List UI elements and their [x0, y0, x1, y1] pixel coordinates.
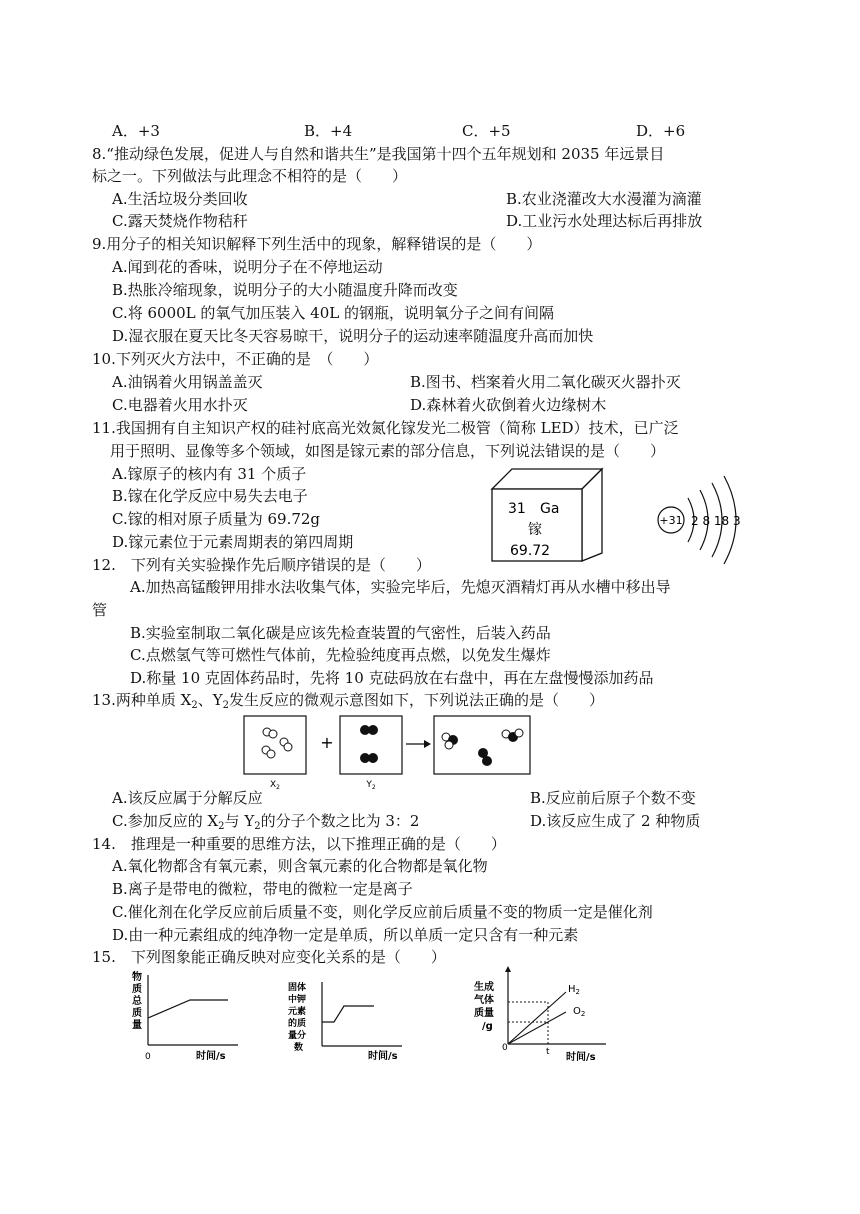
q14-stem: 14. 推理是一种重要的思维方法，以下推理正确的是（ ）	[92, 835, 506, 853]
svg-text:生成: 生成	[474, 982, 494, 993]
atom-nucleus-charge: +31	[659, 514, 683, 527]
cube-element-name: 镓	[528, 522, 542, 538]
graph1-xlabel: 时间/s	[196, 1051, 226, 1062]
graph3-h2-label: $H_2$	[568, 984, 580, 996]
q11-option-c: C.镓的相对原子质量为 69.72g	[112, 510, 321, 528]
q9-option-a: A.闻到花的香味，说明分子在不停地运动	[112, 258, 383, 276]
graph3-xlabel: 时间/s	[566, 1052, 596, 1063]
q9-option-c: C.将 6000L 的氧气加压装入 40L 的钢瓶，说明氧分子之间有间隔	[112, 304, 554, 322]
q7-option-c: C．+5	[462, 122, 511, 140]
graph1-ylabel	[132, 970, 143, 1031]
svg-text:物: 物	[132, 972, 142, 983]
graph3-ylabel	[474, 980, 494, 1032]
graph3-origin: 0	[502, 1043, 508, 1053]
q7-option-b: B．+4	[304, 122, 353, 140]
q8-option-a: A.生活垃圾分类回收	[112, 190, 248, 208]
q8-stem-line1: 8.“推动绿色发展，促进人与自然和谐共生”是我国第十四个五年规划和 2035 年远景目	[92, 145, 665, 163]
graph-potassium-fraction	[286, 970, 416, 1065]
gallium-atom-structure	[650, 470, 760, 570]
q12-option-b: B.实验室制取二氧化碳是应该先检查装置的气密性，后装入药品	[130, 624, 551, 642]
graph-gas-mass	[472, 966, 622, 1066]
svg-text:固体: 固体	[288, 983, 307, 993]
q10-option-c: C.电器着火用水扑灭	[112, 396, 248, 414]
q14-option-c: C.催化剂在化学反应前后质量不变，则化学反应前后质量不变的物质一定是催化剂	[112, 903, 653, 921]
label-x2: $X_2$	[270, 780, 280, 790]
q11-option-b: B.镓在化学反应中易失去电子	[112, 487, 308, 505]
q14-option-a: A.氧化物都含有氧元素，则含氧元素的化合物都是氧化物	[112, 857, 488, 875]
atom-electron-shells: 2 8 18 3	[691, 514, 741, 528]
q10-option-d: D.森林着火砍倒着火边缘树木	[410, 396, 607, 414]
q11-option-a: A.镓原子的核内有 31 个质子	[112, 465, 307, 483]
svg-text:气体: 气体	[474, 995, 494, 1006]
q13-stem: 13.两种单质 $X_2$、$Y_2$发生反应的微观示意图如下，下列说法正确的是（ ）	[92, 691, 604, 711]
q11-stem-line1: 11.我国拥有自主知识产权的硅衬底高光效氮化镓发光二极管（简称 LED）技术，已广泛	[92, 419, 679, 437]
q12-option-c: C.点燃氢气等可燃性气体前，先检验纯度再点燃，以免发生爆炸	[130, 646, 551, 664]
q10-option-a: A.油锅着火用锅盖盖灭	[112, 373, 263, 391]
cube-symbol: Ga	[540, 501, 560, 517]
graph-total-mass	[128, 970, 268, 1065]
svg-text:量分: 量分	[288, 1031, 307, 1041]
svg-text:中钾: 中钾	[288, 995, 307, 1005]
q9-option-d: D.湿衣服在夏天比冬天容易晾干，说明分子的运动速率随温度升高而加快	[112, 327, 594, 345]
q8-option-d: D.工业污水处理达标后再排放	[506, 212, 703, 230]
graph2-xlabel: 时间/s	[368, 1051, 398, 1062]
svg-text:总: 总	[132, 996, 142, 1007]
q8-option-c: C.露天焚烧作物秸秆	[112, 212, 248, 230]
q10-option-b: B.图书、档案着火用二氧化碳灭火器扑灭	[410, 373, 681, 391]
graph1-origin: 0	[145, 1052, 151, 1062]
q13-option-c: C.参加反应的 $X_2$与 $Y_2$的分子个数之比为 3：2	[112, 812, 420, 832]
svg-text:数: 数	[294, 1043, 304, 1053]
label-y2: $Y_2$	[366, 780, 376, 790]
q9-option-b: B.热胀冷缩现象，说明分子的大小随温度升降而改变	[112, 281, 458, 299]
q15-stem: 15. 下列图象能正确反映对应变化关系的是（ ）	[92, 948, 446, 966]
q8-option-b: B.农业浇灌改大水漫灌为滴灌	[506, 190, 702, 208]
svg-text:质: 质	[132, 1008, 142, 1019]
q12-option-a-line1: A.加热高锰酸钾用排水法收集气体，实验完毕后，先熄灭酒精灯再从水槽中移出导	[130, 578, 671, 596]
q13-option-b: B.反应前后原子个数不变	[530, 789, 696, 807]
svg-text:量: 量	[132, 1020, 142, 1031]
graph2-ylabel	[288, 981, 306, 1053]
svg-text:/g: /g	[482, 1021, 493, 1032]
plus-sign: +	[320, 733, 334, 752]
svg-text:元素: 元素	[288, 1007, 307, 1017]
svg-text:质量: 质量	[474, 1008, 494, 1019]
q11-stem-line2: 用于照明、显像等多个领域，如图是镓元素的部分信息，下列说法错误的是（ ）	[110, 442, 666, 460]
q12-option-d: D.称量 10 克固体药品时，先将 10 克砝码放在右盘中，再在左盘慢慢添加药品	[130, 669, 654, 687]
q12-option-a-line2: 管	[92, 601, 108, 619]
cube-atomic-mass: 69.72	[510, 543, 551, 559]
gallium-element-cube	[488, 465, 606, 565]
q13-option-a: A.该反应属于分解反应	[112, 789, 263, 807]
q14-option-d: D.由一种元素组成的纯净物一定是单质，所以单质一定只含有一种元素	[112, 926, 579, 944]
svg-text:的质: 的质	[288, 1019, 307, 1029]
q14-option-b: B.离子是带电的微粒，带电的微粒一定是离子	[112, 880, 413, 898]
graph3-t-mark: t	[546, 1047, 550, 1057]
q13-option-d: D.该反应生成了 2 种物质	[530, 812, 701, 830]
reaction-micro-diagram	[240, 712, 600, 790]
q7-option-d: D．+6	[636, 122, 686, 140]
cube-atomic-number: 31	[508, 501, 526, 517]
svg-text:质: 质	[132, 984, 142, 995]
q11-option-d: D.镓元素位于元素周期表的第四周期	[112, 533, 354, 551]
q12-stem: 12. 下列有关实验操作先后顺序错误的是（ ）	[92, 556, 431, 574]
q10-stem: 10.下列灭火方法中，不正确的是 （ ）	[92, 350, 379, 368]
graph3-o2-label: $O_2$	[573, 1006, 586, 1018]
q7-option-a: A．+3	[112, 122, 160, 140]
q9-stem: 9.用分子的相关知识解释下列生活中的现象，解释错误的是（ ）	[92, 235, 542, 253]
q8-stem-line2: 标之一。下列做法与此理念不相符的是（ ）	[92, 167, 408, 185]
